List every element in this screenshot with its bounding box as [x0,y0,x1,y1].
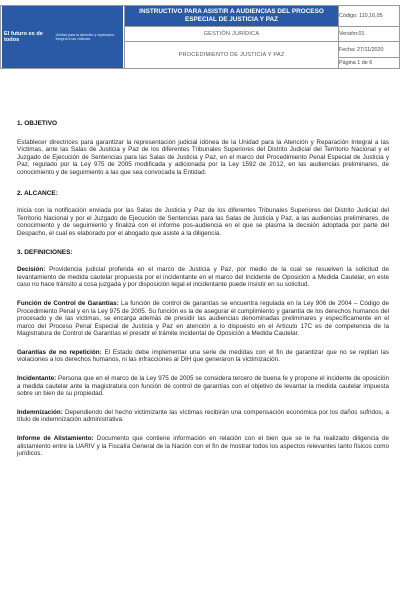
definition-text: Documento que contiene información en relación con el bien que se le ha realizado diligencia de alistamiento entre la UARIV y la Fiscalía General de la Nación con el fin de mostrar todos los aspectos relevantes tanto físicos como jurídicos. [17,435,389,458]
definition-term: Garantías de no repetición: [17,348,102,356]
entity-logo [2,6,123,68]
section-paragraph: Establecer directrices para garantizar la representación judicial idónea de la Unidad para la Atención y Reparación Integral a las Víctimas, ante las Salas de Justicia y Paz de los diferentes Tribunales Superiores del Distrito Judicial del Territorio Nacional y el Juzgado de Ejecución de Sentencias para las Salas de Justicia y Paz, en el marco del Procedimiento Penal Especial de Justicia y Paz, regulado por la Ley 975 de 2005 modificada y adicionada por la Ley 1592 de 2012, en las audiencias preliminares, de conocimiento y de seguimiento a las que sea convocada la Entidad. [17,138,389,176]
definition-term: Indemnización: [17,408,63,416]
page-number: Página 1 de 6 [339,58,400,69]
logo-cell [1,6,125,69]
section-definiciones [17,249,389,458]
section-heading: 1. OBJETIVO [17,120,58,127]
area-name: GESTIÓN JURÍDICA [125,27,339,42]
definition-term: Informe de Alistamiento: [17,435,94,443]
document-header [0,5,400,69]
definition-item [17,266,389,289]
definition-text: Persona que en el marco de la Ley 975 de 2005 se considera tercero de buena fe y propone el incidente de oposición a medida cautelar ante la magistratura con función de control de garantías con el objetivo de levantar la medida cautelar impuesta sobre un bien de su propiedad. [17,375,389,398]
definition-text: Providencia judicial proferida en el marco de Justicia y Paz, por medio de la cual se resuelven la solicitud de levantamiento de medida cautelar propuesta por el incidentante en el marco del Incidente de Oposición a Medida Cautelar, en este caso no hace tránsito a cosa juzgada y por disposición legal el incidentante puede insistir en su solicitud. [17,266,389,289]
definition-item [17,300,389,338]
definition-term: Función de Control de Garantías: [17,299,119,307]
logo-slogan: El futuro es de todos [4,31,43,43]
definition-item [17,435,389,458]
section-heading: 3. DEFINICIONES: [17,248,73,256]
definition-text: El Estado debe implementar una serie de medidas con el fin de garantizar que no se repitan las violaciones a los derechos humanos, ni las infracciones al DIH que generaron la victimización. [17,348,389,364]
logo-entity-name: Unidad para la atención y reparación integral a las víctimas [55,32,115,41]
document-body [17,120,389,458]
definition-item [17,375,389,398]
document-version: Versión:01 [339,27,400,42]
definition-term: Incidentante: [17,375,57,383]
section-alcance [17,190,389,238]
definition-term: Decisión: [17,266,46,274]
definition-text: La función de control de garantías se encuentra regulada en la Ley 906 de 2004 – Código de Procedimiento Penal y en la Ley 975 de 2005. Su función es la de asegurar el cumplimiento y garantía de los derechos humanos del procesado y de las víctimas, se encarga además de presidir las audiencias denominadas preliminares y específicamente en el marco del Proceso Penal Especial de Justicia y Paz en atención a lo dispuesto en el Artículo 17C es de competencia de la Magistratura de Control de Garantías el presidir el trámite incidental de Oposición a Medida Cautelar. [17,299,389,338]
definition-item [17,349,389,364]
document-code: Código: 110,16,05 [339,6,400,27]
section-heading: 2. ALCANCE: [17,189,58,197]
section-objetivo [17,120,389,177]
definition-text: Dependiendo del hecho victimizante las víctimas recibirán una compensación económica por los daños sufridos, a título de indemnización administrativa. [17,408,389,424]
procedure-name: PROCEDIMIENTO DE JUSTICIA Y PAZ [125,42,339,69]
document-title: INSTRUCTIVO PARA ASISTIR A AUDIENCIAS DEL PROCESO ESPECIAL DE JUSTICIA Y PAZ [125,6,339,27]
document-date: Fecha: 27/11/2020 [339,42,400,58]
definition-item [17,409,389,424]
section-paragraph: Inicia con la notificación enviada por las Salas de Justicia y Paz de los diferentes Tribunales Superiores del Distrito Judicial del Territorio Nacional y por el Juzgado de Ejecución de Sentencias para las Salas de Justicia y Paz, a las audiencias preliminares, de conocimiento y de seguimiento y finaliza con el informe pos-audiencia en el que se plasma la decisión adoptada por parte del Despacho, el cual es elaborado por el abogado que asiste a la diligencia. [17,207,389,237]
